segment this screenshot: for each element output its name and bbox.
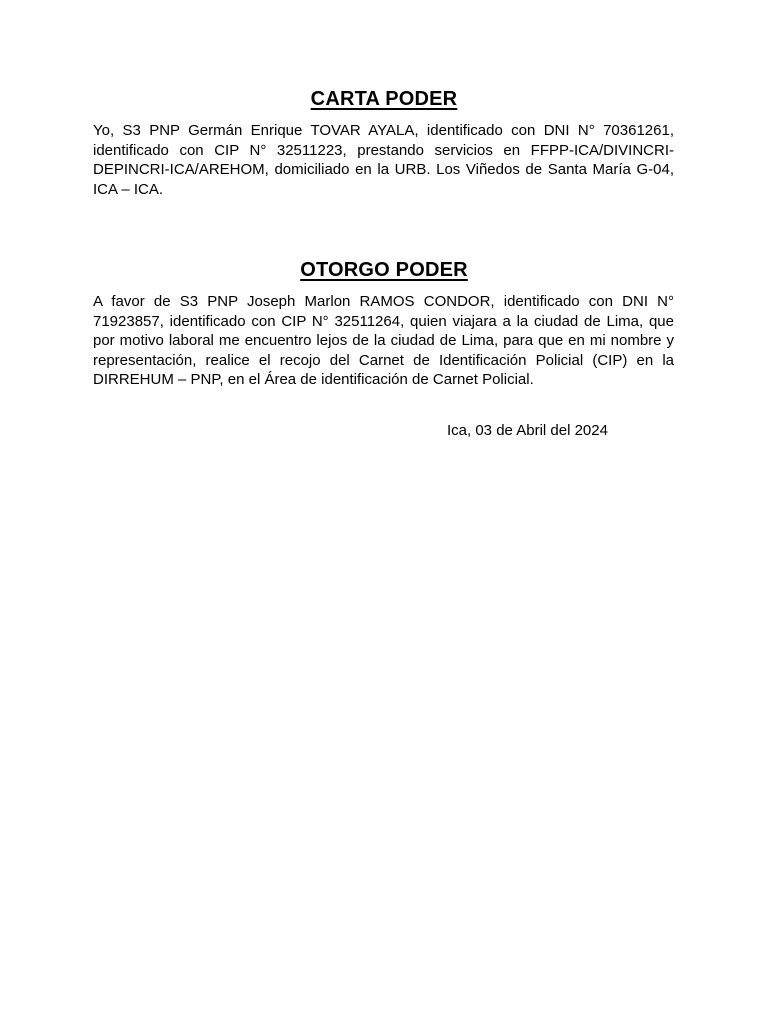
grant-paragraph: A favor de S3 PNP Joseph Marlon RAMOS CONDOR, identificado con DNI N° 71923857, identificado con CIP N° 32511264, quien viajara a la ciudad de Lima, que por motivo laboral me encuentro lejos de la ciudad de Lima, para que en mi nombre y representación, realice el recojo del Carnet de Identificación Policial (CIP) en la DIRREHUM – PNP, en el Área de identificación de Carnet Policial.	[93, 293, 674, 388]
declarant-paragraph: Yo, S3 PNP Germán Enrique TOVAR AYALA, identificado con DNI N° 70361261, identificado con CIP N° 32511223, prestando servicios en FFPP-ICA/DIVINCRI-DEPINCRI-ICA/AREHOM, domiciliado en la URB. Los Viñedos de Santa María G-04, ICA – ICA.	[93, 122, 674, 198]
document-title: CARTA PODER	[310, 88, 458, 110]
date-line: Ica, 03 de Abril del 2024	[447, 422, 608, 439]
section-title: OTORGO PODER	[300, 259, 468, 281]
